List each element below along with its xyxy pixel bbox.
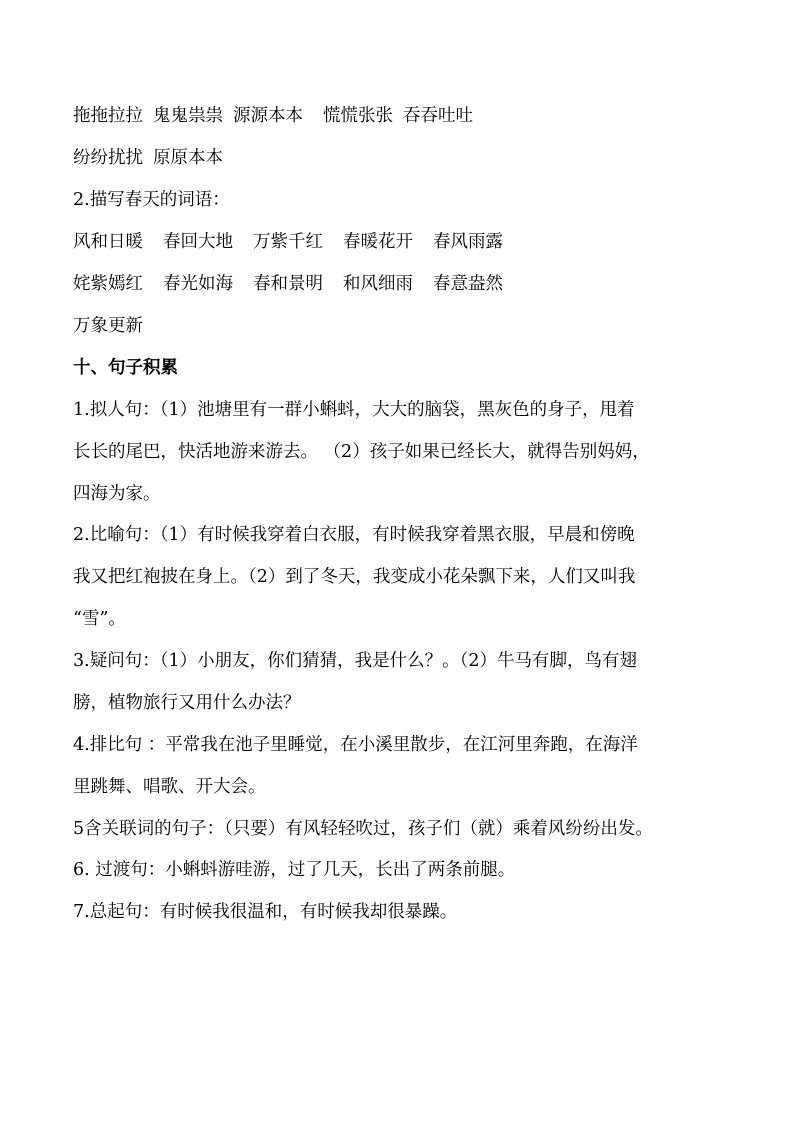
spring-words-title: 2.描写春天的词语： <box>73 190 230 210</box>
idiom-word: 吞吞吐吐 <box>403 106 473 126</box>
idiom-word: 鬼鬼祟祟 <box>153 106 223 126</box>
spring-words-row-1 <box>73 230 523 254</box>
sentence-line: 里跳舞、唱歌、开大会。 <box>73 777 266 797</box>
idiom-word: 原原本本 <box>153 148 223 168</box>
spring-word: 万象更新 <box>73 316 143 336</box>
sentence-line: 5含关联词的句子：（只要）有风轻轻吹过，孩子们（就）乘着风纷纷出发。 <box>73 819 653 839</box>
idiom-word: 源源本本 <box>233 106 303 126</box>
section-heading: 十、句子积累 <box>73 358 178 378</box>
idiom-word: 纷纷扰扰 <box>73 148 143 168</box>
spring-word: 春和景明 <box>253 274 323 294</box>
sentence-line: 6. 过渡句：小蝌蚪游哇游，过了几天，长出了两条前腿。 <box>73 860 516 880</box>
sentence-line: 四海为家。 <box>73 484 161 504</box>
sentence-line: 1.拟人句：（1）池塘里有一群小蝌蚪，大大的脑袋，黑灰色的身子，甩着 <box>73 400 635 420</box>
idiom-word: 拖拖拉拉 <box>73 106 143 126</box>
idioms-row-2 <box>73 146 243 170</box>
spring-word: 春暖花开 <box>343 232 413 252</box>
sentence-line: 2.比喻句：（1）有时候我穿着白衣服，有时候我穿着黑衣服，早晨和傍晚 <box>73 525 635 545</box>
spring-word: 春风雨露 <box>433 232 503 252</box>
sentence-line: 我又把红袍披在身上。（2）到了冬天，我变成小花朵飘下来，人们又叫我 <box>73 567 636 587</box>
sentence-line: “雪”。 <box>73 609 126 629</box>
idioms-row-1 <box>73 104 493 128</box>
spring-word: 万紫千红 <box>253 232 323 252</box>
sentence-line: 7.总起句：有时候我很温和，有时候我却很暴躁。 <box>73 902 458 922</box>
spring-word: 春意盎然 <box>433 274 503 294</box>
spring-words-row-3 <box>73 314 163 338</box>
spring-word: 和风细雨 <box>343 274 413 294</box>
spring-word: 姹紫嫣红 <box>73 274 143 294</box>
sentence-line: 长长的尾巴，快活地游来游去。 （2）孩子如果已经长大，就得告别妈妈， <box>73 442 650 462</box>
spring-word: 春回大地 <box>163 232 233 252</box>
idiom-word: 慌慌张张 <box>323 106 393 126</box>
spring-words-row-2 <box>73 272 523 296</box>
sentence-line: 3.疑问句：（1）小朋友，你们猜猜，我是什么？。（2）牛马有脚，鸟有翅 <box>73 651 637 671</box>
spring-word: 风和日暖 <box>73 232 143 252</box>
spring-word: 春光如海 <box>163 274 233 294</box>
sentence-line: 4.排比句 ：平常我在池子里睡觉，在小溪里散步，在江河里奔跑，在海洋 <box>73 735 638 755</box>
sentence-line: 膀，植物旅行又用什么办法？ <box>73 693 301 713</box>
